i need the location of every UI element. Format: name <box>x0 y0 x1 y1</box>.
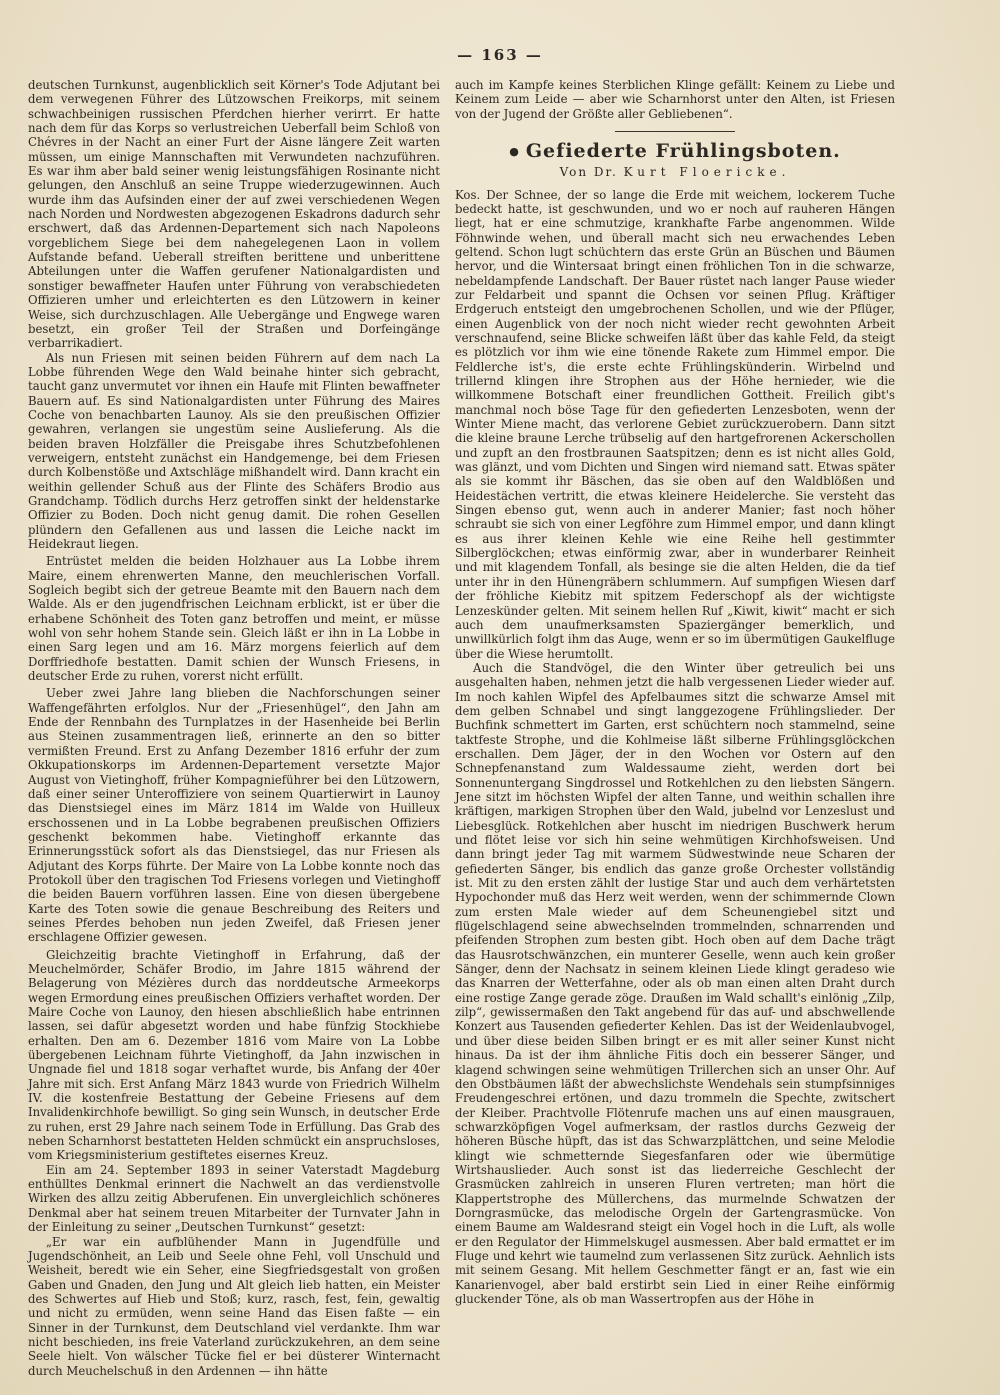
paragraph: Entrüstet melden die beiden Holzhauer aus La Lobbe ihrem Maire, einem ehrenwerten Manne, den meuchlerischen Vorfall. Sogleich begibt sich der getreue Beamte mit den Bauern nach dem Walde. Als er den jugendfrischen Leichnam erblickt, ist er über die erhabene Schönheit des Toten ganz betroffen und meint, er müsse wohl von sehr hohem Stande sein. Gleich läßt er ihn in La Lobbe in einen Sarg legen und am 16. März morgens feierlich auf dem Dorffriedhofe bestatten. Damit schien der Wunsch Friesens, in deutscher Erde zu ruhen, vorerst nicht erfüllt. <box>28 554 440 684</box>
paragraph: Kos. Der Schnee, der so lange die Erde mit weichem, lockerem Tuche bedeckt hatte, ist geschwunden, und wo er noch auf rauheren Hängen liegt, hat er eine schmutzige, krankhafte Farbe angenommen. Wilde Föhnwinde wehen, und überall macht sich neu erwachendes Leben geltend. Schon lugt schüchtern das erste Grün an Büschen und Bäumen hervor, und die Wintersaat bringt einen fröhlichen Ton in die schwarze, nebeldampfende Landschaft. Der Bauer rüstet nach langer Pause wieder zur Feldarbeit und spannt die Ochsen vor seinen Pflug. Kräftiger Erdgeruch entsteigt den umgebrochenen Schollen, und wie der Pflüger, einen Augenblick von der noch nicht wieder recht gewohnten Arbeit verschnaufend, seine Blicke schweifen läßt über das kahle Feld, da steigt es plötzlich vor ihm wie eine tönende Rakete zum Himmel empor. Die Feldlerche ist's, die erste echte Frühlingskünderin. Wirbelnd und trillernd klingen ihre Strophen aus der Höhe hernieder, wie die willkommene Botschaft einer freundlichen Gottheit. Freilich gibt's manchmal noch böse Tage für den gefiederten Lenzesboten, wenn der Winter Miene macht, das verlorene Gebiet zurückzuerobern. Dann sitzt die kleine braune Lerche trübselig auf den hartgefrorenen Ackerschollen und zupft an den frostbraunen Saatspitzen; denn es ist nicht alles Gold, was glänzt, und vom Dichten und Singen wird niemand satt. Etwas später als sie kommt ihr Bäschen, das sie oben auf den Waldblößen und Heidestächen vertritt, die etwas kleinere Heidelerche. Sie versteht das Singen ebenso gut, wenn auch in anderer Manier; fast noch höher schraubt sie sich von einer Legföhre zum Himmel empor, und dann klingt es aus ihrer kleinen Kehle wie eine Reihe hell gestimmter Silberglöckchen; etwas einförmig zwar, aber in wunderbarer Reinheit und mit klagendem Tonfall, als besinge sie die alten Helden, die da tief unter ihr in den Hünengräbern schlummern. Auf sumpfigen Wiesen darf der fröhliche Kiebitz mit spitzem Federschopf als der wichtigste Lenzeskünder gelten. Mit seinem hellen Ruf „Kiwit, kiwit“ macht er sich auch dem unaufmerksamsten Spaziergänger bemerklich, und unwillkürlich folgt ihm das Auge, wenn er so im übermütigen Gaukelfluge über die Wiese herumtollt. <box>455 187 895 661</box>
byline-prefix: Von Dr. <box>559 165 618 180</box>
separator-rule <box>615 131 735 132</box>
right-column <box>455 78 895 1348</box>
left-column <box>28 78 440 1378</box>
article-title <box>455 140 895 163</box>
byline <box>455 165 895 179</box>
paragraph: Als nun Friesen mit seinen beiden Führern auf dem nach La Lobbe führenden Wege den Wald beinahe hinter sich gebracht, taucht ganz unvermutet vor ihnen ein Haufe mit Flinten bewaffneter Bauern auf. Es sind Nationalgardisten unter Führung des Maires Coche von benachbarten Launoy. Als sie den preußischen Offizier gewahren, verlangen sie ungestüm seine Auslieferung. Als die beiden braven Holzfäller die Preisgabe ihres Schutzbefohlenen verweigern, entsteht zunächst ein Handgemenge, bei dem Friesen durch Kolbenstöße und Axtschläge mißhandelt wird. Dann kracht ein weithin gellender Schuß aus der Flinte des Schäfers Brodio aus Grandchamp. Tödlich durchs Herz getroffen sinkt der heldenstarke Offizier zu Boden. Doch nicht genug damit. Die rohen Gesellen plündern den Gefallenen aus und lassen die Leiche nackt im Heidekraut liegen. <box>28 350 440 551</box>
paragraph: Auch die Standvögel, die den Winter über getreulich bei uns ausgehalten haben, nehmen jetzt die halb vergessenen Lieder wieder auf. Im noch kahlen Wipfel des Apfelbaumes sitzt die schwarze Amsel mit dem gelben Schnabel und singt langgezogene Frühlingslieder. Der Buchfink schmettert im Garten, erst schüchtern noch stammelnd, seine taktfeste Strophe, und die Kohlmeise läßt silberne Frühlingsglöckchen erschallen. Dem Jäger, der in den Wochen vor Ostern auf den Schnepfenanstand zum Waldessaume zieht, werden dort bei Sonnenuntergang Singdrossel und Rotkehlchen zu den liebsten Sängern. Jene sitzt im höchsten Wipfel der alten Tanne, und weithin schallen ihre kräftigen, markigen Strophen über den Wald, jubelnd vor Lenzeslust und Liebesglück. Rotkehlchen aber huscht im niedrigen Buschwerk herum und flötet leise vor sich hin seine wehmütigen Kirchhofsweisen. Und dann bringt jeder Tag mit warmem Südwestwinde neue Scharen der gefiederten Sänger, bis endlich das ganze große Orchester vollständig ist. Mit zu den ersten zählt der lustige Star und auch dem verhärtetsten Hypochonder muß das Herz weit werden, wenn der schimmernde Clown zum ersten Male wieder auf dem Scheunengiebel sitzt und flügelschlagend seine abwechselnden trommelnden, schnarrenden und pfeifenden Strophen zum besten gibt. Hoch oben auf dem Dache trägt das Hausrotschwänzchen, ein munterer Geselle, wenn auch kein großer Sänger, denn der Nachsatz in seinem kleinen Liede klingt geradeso wie das Knarren der Wetterfahne, oder als ob man einen alten Draht durch eine rostige Zange gerade zöge. Draußen im Wald schallt's einlönig „Zilp, zilp“, gewissermaßen den Takt angebend für das auf- und abschwellende Konzert aus Tausenden gefiederter Kehlen. Das ist der Weidenlaubvogel, und über diese beiden Silben bringt er es mit aller seiner Kunst nicht hinaus. Da ist der ihm ähnliche Fitis doch ein besserer Sänger, und klagend schwingen seine wehmütigen Trillerchen sich an unser Ohr. Auf den Obstbäumen läßt der abwechslichste Wendehals sein stumpfsinniges Freudengeschrei ertönen, und dazu trommeln die Spechte, zwitschert der Kleiber. Prachtvolle Flötenrufe machen uns auf einen mausgrauen, schwarzköpfigen Vogel aufmerksam, der rastlos durchs Gezweig der höheren Büsche hüpft, das ist das Schwarzplättchen, und seine Melodie klingt wie schmetternde Siegesfanfaren oder wie übermütige Wirtshauslieder. Auch sonst ist das liederreiche Geschlecht der Grasmücken zahlreich in unseren Fluren vertreten; man hört die Klappertstrophe des Müllerchens, das murmelnde Schwatzen der Dorngrasmücke, das melodische Orgeln der Gartengrasmücke. Von einem Baume am Waldesrand steigt ein Vogel hoch in die Luft, als wolle er den Regulator der Himmelskugel ausmessen. Aber bald ermattet er im Fluge und kehrt wie taumelnd zum verlassenen Sitz zurück. Aehnlich ists mit seinem Gesang. Mit hellem Geschmetter fängt er an, fast wie ein Kanarienvogel, aber bald erstirbt sein Lied in einer Reihe einförmig gluckender Töne, als ob man Wassertropfen aus der Höhe in <box>455 660 895 1307</box>
bullet-icon: ● <box>509 144 520 158</box>
continued-text: auch im Kampfe keines Sterblichen Klinge gefällt: Keinem zu Liebe und Keinem zum Leide — aber wie Scharnhorst unter den Alten, ist Friesen von der Jugend der Größte aller Gebliebenen“. <box>455 78 895 121</box>
paragraph: deutschen Turnkunst, augenblicklich seit Körner's Tode Adjutant bei dem verwegenen Führer des Lützowschen Freikorps, mit seinem schwachbeinigen russischen Pferdchen hierher verirrt. Er hatte nach dem für das Korps so verlustreichen Ueberfall beim Schloß von Chévres in der Nacht an einer Furt der Aisne längere Zeit warten müssen, um einige Mannschaften mit Verwundeten nachzuführen. Es war ihm aber bald seiner wenig leistungsfähigen Rosinante nicht gelungen, den Anschluß an seine Truppe wiederzugewinnen. Auch wurde ihm das Aufsinden einer der auf zwei verschiedenen Wegen nach Norden und Nordwesten abgezogenen Eskadrons dadurch sehr erschwert, daß das Ardennen-Departement sich nach Napoleons vorgeblichem Siege bei dem nahegelegenen Laon in vollem Aufstande befand. Ueberall streiften berittene und unberittene Abteilungen unter die Waffen gerufener Nationalgardisten und sonstiger bewaffneter Haufen unter Führung von verabschiedeten Offizieren umher und erleichterten es den Lützowern in keiner Weise, sich durchzuschlagen. Alle Uebergänge und Engwege waren besetzt, ein großer Teil der Straßen und Dorfeingänge verbarrikadiert. <box>28 78 440 351</box>
jahn-quote: „Er war ein aufblühender Mann in Jugendfülle und Jugendschönheit, an Leib und Seele ohne Fehl, voll Unschuld und Weisheit, beredt wie ein Seher, eine Siegfriedsgestalt von großen Gaben und Gnaden, den Jung und Alt gleich lieb hatten, ein Meister des Schwertes auf Hieb und Stoß; kurz, rasch, fest, fein, gewaltig und nicht zu ermüden, wenn seine Hand das Eisen faßte — ein Sinner in der Turnkunst, dem Deutschland viel verdankte. Ihm war nicht beschieden, ins freie Vaterland zurückzukehren, an dem seine Seele hielt. Von wälscher Tücke fiel er bei düsterer Winternacht durch Meuchelschuß in den Ardennen — ihn hätte <box>28 1234 440 1378</box>
paragraph: Ueber zwei Jahre lang blieben die Nachforschungen seiner Waffengefährten erfolglos. Nur der „Friesenhügel“, den Jahn am Ende der Rennbahn des Turnplatzes in der Hasenheide bei Berlin aus Steinen zusammentragen ließ, erinnerte an den so bitter vermißten Freund. Erst zu Anfang Dezember 1816 erfuhr der zum Okkupationskorps im Ardennen-Departement versetzte Major August von Vietinghoff, früher Kompagnieführer bei den Lützowern, daß einer seiner Unteroffiziere von seinem Quartierwirt in Launoy das Dienstsiegel eines im März 1814 im Walde von Huilleux erschossenen und in La Lobbe begrabenen preußischen Offiziers geschenkt bekommen habe. Vietinghoff erkannte das Erinnerungsstück sofort als das Dienstsiegel, das nur Friesen als Adjutant des Korps führte. Der Maire von La Lobbe konnte noch das Protokoll über den tragischen Tod Friesens vorlegen und Vietinghoff die beiden Bauern vorführen lassen. Eine von diesen übergebene Karte des Toten sowie die genaue Beschreibung des Reiters und seines Pferdes behoben nun jeden Zweifel, daß Friesen jener erschlagene Offizier gewesen. <box>28 686 440 945</box>
page-number: — 163 — <box>457 46 543 64</box>
paragraph: Gleichzeitig brachte Vietinghoff in Erfahrung, daß der Meuchelmörder, Schäfer Brodio, im Jahre 1815 während der Belagerung von Mézières durch das norddeutsche Armeekorps wegen Ermordung eines preußischen Offiziers verhaftet worden. Der Maire Coche von Launoy, den hiesen abschließlich habe entrinnen lassen, sei dafür abgesetzt worden und habe fünfzig Stockhiebe erhalten. Den am 6. Dezember 1816 vom Maire von La Lobbe übergebenen Leichnam führte Vietinghoff, da Jahn inzwischen in Ungnade fiel und 1818 sogar verhaftet wurde, bis Anfang der 40er Jahre mit sich. Erst Anfang März 1843 wurde von Friedrich Wilhelm IV. die kostenfreie Bestattung der Gebeine Friesens auf dem Invalidenkirchhofe bewilligt. So ging sein Wunsch, in deutscher Erde zu ruhen, erst 29 Jahre nach seinem Tode in Erfüllung. Das Grab des neben Scharnhorst bestatteten Helden schmückt ein anspruchsloses, vom Kriegsministerium gestiftetes eisernes Kreuz. <box>28 947 440 1163</box>
article-title-text: Gefiederte Frühlingsboten. <box>525 140 841 163</box>
paragraph: Ein am 24. September 1893 in seiner Vaterstadt Magdeburg enthülltes Denkmal erinnert die Nachwelt an das verdienstvolle Wirken des allzu zeitig Abberufenen. Ein unvergleichlich schöneres Denkmal aber hat seinem treuen Mitarbeiter der Turnvater Jahn in der Einleitung zu seiner „Deutschen Turnkunst“ gesetzt: <box>28 1162 440 1235</box>
author-name: Kurt Floericke. <box>623 165 791 180</box>
